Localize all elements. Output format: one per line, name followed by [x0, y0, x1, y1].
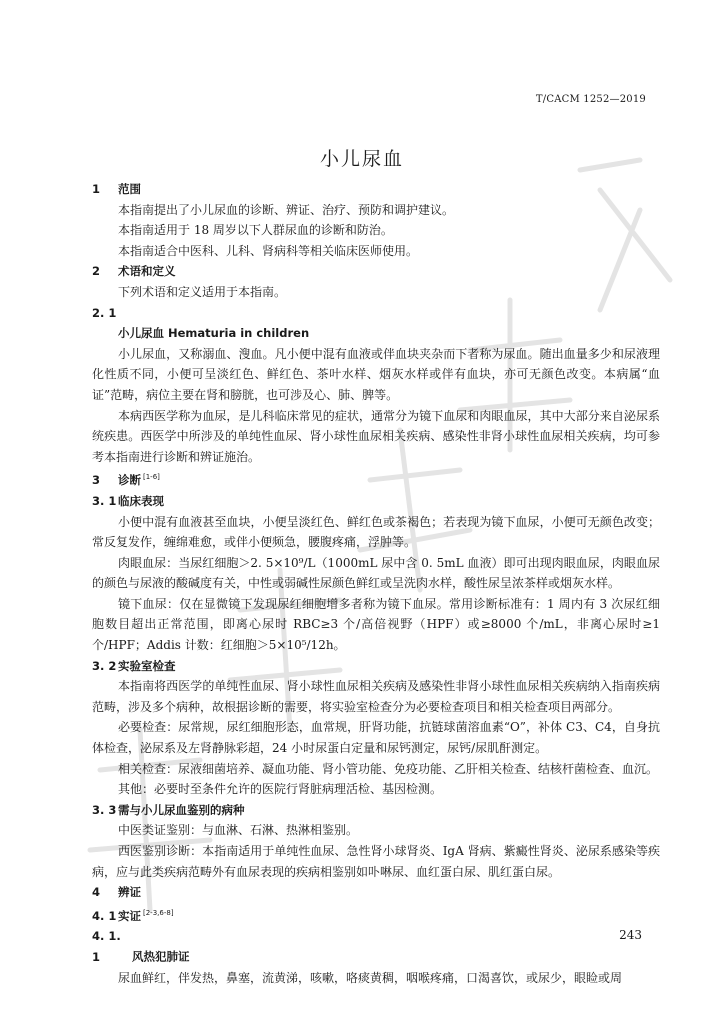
citation-ref: [1-6] — [143, 473, 160, 482]
subsection-heading: 3. 2 实验室检查 — [92, 658, 176, 673]
citation-ref: [2-3,6-8] — [143, 908, 174, 917]
term-name: 小儿尿血 Hematuria in children — [118, 326, 310, 341]
section-heading: 4 辨证 — [92, 885, 141, 900]
paragraph: 小便中混有血液甚至血块，小便呈淡红色、鲜红色或茶褐色；若表现为镜下血尿，小便可无颜色改变；常反复发作，缠绵难愈，或伴小便频急，腰腹疼痛，浮肿等。 — [92, 514, 660, 550]
standard-code: T/CACM 1252—2019 — [535, 94, 646, 105]
paragraph: 镜下血尿：仅在显微镜下发现尿红细胞增多者称为镜下血尿。常用诊断标准有：1 周内有 3 次尿红细胞数目超出正常范围，即离心尿时 RBC≥3 个/高倍视野（HPF）或≥8000 个/mL，非离心尿时≥1 个/HPF；Addis 计数：红细胞＞5×10⁵/12h。 — [92, 596, 660, 653]
section-heading: 2 术语和定义 — [92, 264, 176, 279]
paragraph: 尿血鲜红，伴发热，鼻塞，流黄涕，咳嗽，咯痰黄稠，咽喉疼痛，口渴喜饮，或尿少，眼睑或周 — [118, 970, 623, 985]
paragraph: 本病西医学称为血尿，是儿科临床常见的症状，通常分为镜下血尿和肉眼血尿，其中大部分来自泌尿系统疾患。西医学中所涉及的单纯性血尿、肾小球性血尿相关疾病、感染性非肾小球性血尿相关疾病，均可参考本指南进行诊断和辨证施治。 — [92, 408, 660, 464]
subsection-number: 2. 1 — [92, 305, 117, 320]
paragraph: 相关检查：尿液细菌培养、凝血功能、肾小管功能、免疫功能、乙肝相关检查、结核杆菌检查、血沉。 — [118, 761, 659, 776]
subsection-heading: 3. 1 临床表现 — [92, 493, 164, 508]
paragraph: 中医类证鉴别：与血淋、石淋、热淋相鉴别。 — [118, 823, 359, 838]
paragraph: 必要检查：尿常规，尿红细胞形态，血常规，肝肾功能，抗链球菌溶血素“O”，补体 C3、C4，自身抗体检查，泌尿系及左肾静脉彩超，24 小时尿蛋白定量和尿钙测定，尿钙/尿肌酐测定。 — [92, 720, 660, 756]
page-number: 243 — [619, 928, 642, 942]
paragraph: 本指南提出了小儿尿血的诊断、辨证、治疗、预防和调护建议。 — [118, 202, 455, 217]
subsection-heading: 4. 1 实证 [2-3,6-8] — [92, 908, 174, 923]
paragraph: 本指南将西医学的单纯性血尿、肾小球性血尿相关疾病及感染性非肾小球性血尿相关疾病纳入指南疾病范畴，涉及多个病种，故根据诊断的需要，将实验室检查分为必要检查项目和相关检查项目两部分。 — [92, 679, 660, 714]
paragraph: 下列术语和定义适用于本指南。 — [118, 284, 287, 299]
page-title: 小儿尿血 — [319, 148, 404, 170]
section-heading: 1 范围 — [92, 182, 141, 196]
subsection-heading: 4. 1. 1 风热犯肺证 — [92, 929, 190, 964]
paragraph: 西医鉴别诊断：本指南适用于单纯性血尿、急性肾小球肾炎、IgA 肾病、紫癜性肾炎、泌尿系感染等疾病，应与此类疾病范畴外有血尿表现的疾病相鉴别如卟啉尿、血红蛋白尿、肌红蛋白尿。 — [92, 844, 660, 879]
paragraph: 其他：必要时至条件允许的医院行肾脏病理活检、基因检测。 — [118, 782, 443, 797]
subsection-heading: 3. 3 需与小儿尿血鉴别的病种 — [92, 802, 245, 817]
paragraph: 本指南适合中医科、儿科、肾病科等相关临床医师使用。 — [118, 243, 419, 258]
section-heading: 3 诊断 [1-6] — [92, 473, 160, 488]
paragraph: 本指南适用于 18 周岁以下人群尿血的诊断和防治。 — [118, 223, 393, 238]
paragraph: 小儿尿血，又称溺血、溲血。凡小便中混有血液或伴血块夹杂而下者称为尿血。随出血量多少和尿液理化性质不同，小便可呈淡红色、鲜红色、茶叶水样、烟灰水样或伴有血块，亦可无颜色改变。本病属“血证”范畴，病位主要在肾和膀胱，也可涉及心、肺、脾等。 — [92, 346, 660, 402]
document-body — [92, 179, 660, 988]
paragraph: 肉眼血尿：当尿红细胞＞2. 5×10⁹/L（1000mL 尿中含 0. 5mL 血液）即可出现肉眼血尿，肉眼血尿的颜色与尿液的酸碱度有关，中性或弱碱性尿颜色鲜红或呈洗肉水样，酸性尿呈浓茶样或烟灰水样。 — [92, 555, 660, 591]
